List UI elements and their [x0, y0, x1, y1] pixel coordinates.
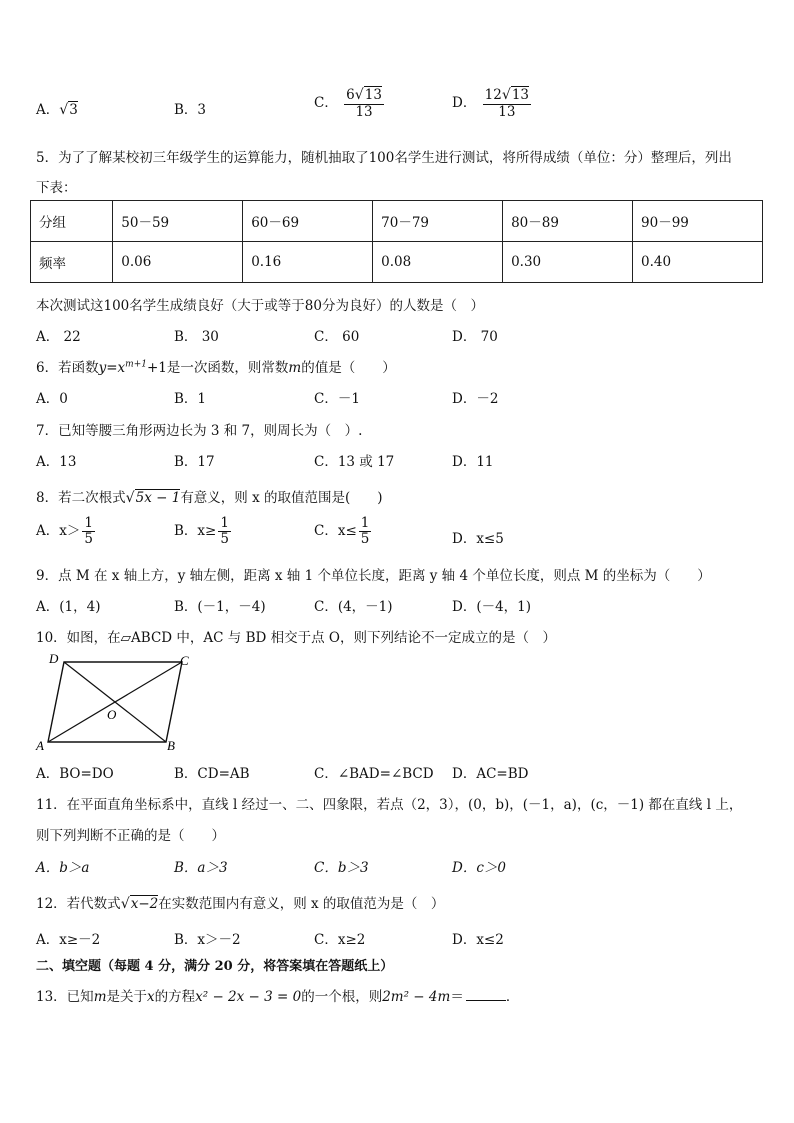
table-cell: 50－59	[113, 201, 243, 242]
q12-option-b: B．x＞－2	[174, 932, 241, 948]
section-heading-fill-in: 二、填空题（每题 4 分，满分 20 分，将答案填在答题纸上）	[36, 959, 394, 974]
table-row	[31, 242, 763, 283]
q10-option-a: A．BO=DO	[36, 766, 114, 782]
q8-option-d: D．x≤5	[452, 531, 504, 547]
q11-option-b: B．a＞3	[174, 860, 228, 876]
q9-option-d: D．(－4，1)	[452, 599, 532, 615]
q12-stem: 12．若代数式√x−2在实数范围内有意义，则 x 的取值范为是（ ）	[36, 896, 445, 912]
vertex-label-d: D	[49, 651, 59, 666]
q5-option-d: D． 70	[452, 329, 498, 345]
table-cell: 频率	[31, 242, 113, 283]
q6-option-d: D．－2	[452, 391, 499, 407]
q5-question: 本次测试这100名学生成绩良好（大于或等于80分为良好）的人数是（ ）	[36, 298, 484, 314]
q9-option-b: B．(－1，－4)	[174, 599, 266, 615]
q6-option-a: A．0	[36, 391, 68, 407]
q8-stem: 8．若二次根式√5x − 1有意义，则 x 的取值范围是( )	[36, 490, 383, 506]
q9-option-a: A．(1，4)	[36, 599, 101, 615]
q10-stem: 10．如图，在▱ABCD 中，AC 与 BD 相交于点 O，则下列结论不一定成立的是（ ）	[36, 630, 556, 646]
table-row	[31, 201, 763, 242]
table-cell: 60－69	[243, 201, 373, 242]
q4-option-b: B．3	[174, 102, 207, 118]
q6-stem: 6．若函数$y=x^{m+1}+1$是一次函数，则常数m的值是（ ）	[36, 359, 396, 376]
vertex-label-a: A	[36, 738, 44, 753]
q5-stem-line2: 下表：	[36, 180, 77, 196]
table-cell: 0.06	[113, 242, 243, 283]
q10-option-b: B．CD=AB	[174, 766, 250, 782]
q4-option-a: A．√3	[36, 102, 78, 118]
q8-option-c: C．x≤ $\frac{1}{5}$	[314, 515, 370, 547]
table-cell: 0.08	[373, 242, 503, 283]
table-cell: 0.40	[633, 242, 763, 283]
frequency-table	[30, 200, 763, 283]
vertex-label-c: C	[180, 653, 189, 668]
table-cell: 80－89	[503, 201, 633, 242]
q7-option-a: A．13	[36, 454, 77, 470]
q11-stem-line2: 则下列判断不正确的是（ ）	[36, 828, 225, 844]
q11-option-a: A．b＞a	[36, 860, 90, 876]
q7-option-b: B．17	[174, 454, 215, 470]
q11-option-d: D．c＞0	[452, 860, 506, 876]
q13-stem: 13．已知m是关于x的方程x² − 2x − 3 = 0的一个根，则2m² − 4m＝ ．	[36, 989, 520, 1005]
q5-option-c: C． 60	[314, 329, 360, 345]
table-cell: 0.16	[243, 242, 373, 283]
q7-option-d: D．11	[452, 454, 494, 470]
q8-option-b: B．x≥ $\frac{1}{5}$	[174, 515, 229, 547]
q5-stem-line1: 5．为了了解某校初三年级学生的运算能力，随机抽取了100名学生进行测试，将所得成绩（单位：分）整理后，列出	[36, 150, 732, 166]
diagonal-bd	[64, 662, 166, 742]
q12-option-a: A．x≥－2	[36, 932, 101, 948]
vertex-label-b: B	[167, 738, 175, 753]
q9-stem: 9．点 M 在 x 轴上方，y 轴左侧，距离 x 轴 1 个单位长度，距离 y 轴 4 个单位长度，则点 M 的坐标为（ ）	[36, 568, 711, 584]
q4-option-d: D． $\frac{12√13}{13}$	[452, 87, 530, 120]
table-cell: 90－99	[633, 201, 763, 242]
table-cell: 分组	[31, 201, 113, 242]
answer-blank[interactable]	[466, 988, 506, 1001]
q9-option-c: C．(4，－1)	[314, 599, 393, 615]
q6-option-b: B．1	[174, 391, 207, 407]
q11-option-c: C．b＞3	[314, 860, 369, 876]
q6-option-c: C．－1	[314, 391, 360, 407]
center-label-o: O	[107, 707, 117, 722]
q11-stem-line1: 11．在平面直角坐标系中，直线 l 经过一、二、四象限，若点（2，3），(0，b)，(－1，a)，(c，－1) 都在直线 l 上，	[36, 797, 743, 813]
table-cell: 70－79	[373, 201, 503, 242]
q4-option-c: C． $\frac{6√13}{13}$	[314, 87, 382, 120]
q7-option-c: C．13 或 17	[314, 454, 395, 470]
table-cell: 0.30	[503, 242, 633, 283]
q5-option-a: A． 22	[36, 329, 81, 345]
q8-option-a: A．x＞ $\frac{1}{5}$	[36, 515, 93, 547]
q7-stem: 7．已知等腰三角形两边长为 3 和 7，则周长为（ ）.	[36, 423, 363, 439]
q12-option-d: D．x≤2	[452, 932, 504, 948]
q10-option-c: C．∠BAD=∠BCD	[314, 766, 434, 782]
q10-option-d: D．AC=BD	[452, 766, 529, 782]
q5-option-b: B． 30	[174, 329, 219, 345]
parallelogram-figure	[34, 650, 204, 754]
q12-option-c: C．x≥2	[314, 932, 366, 948]
